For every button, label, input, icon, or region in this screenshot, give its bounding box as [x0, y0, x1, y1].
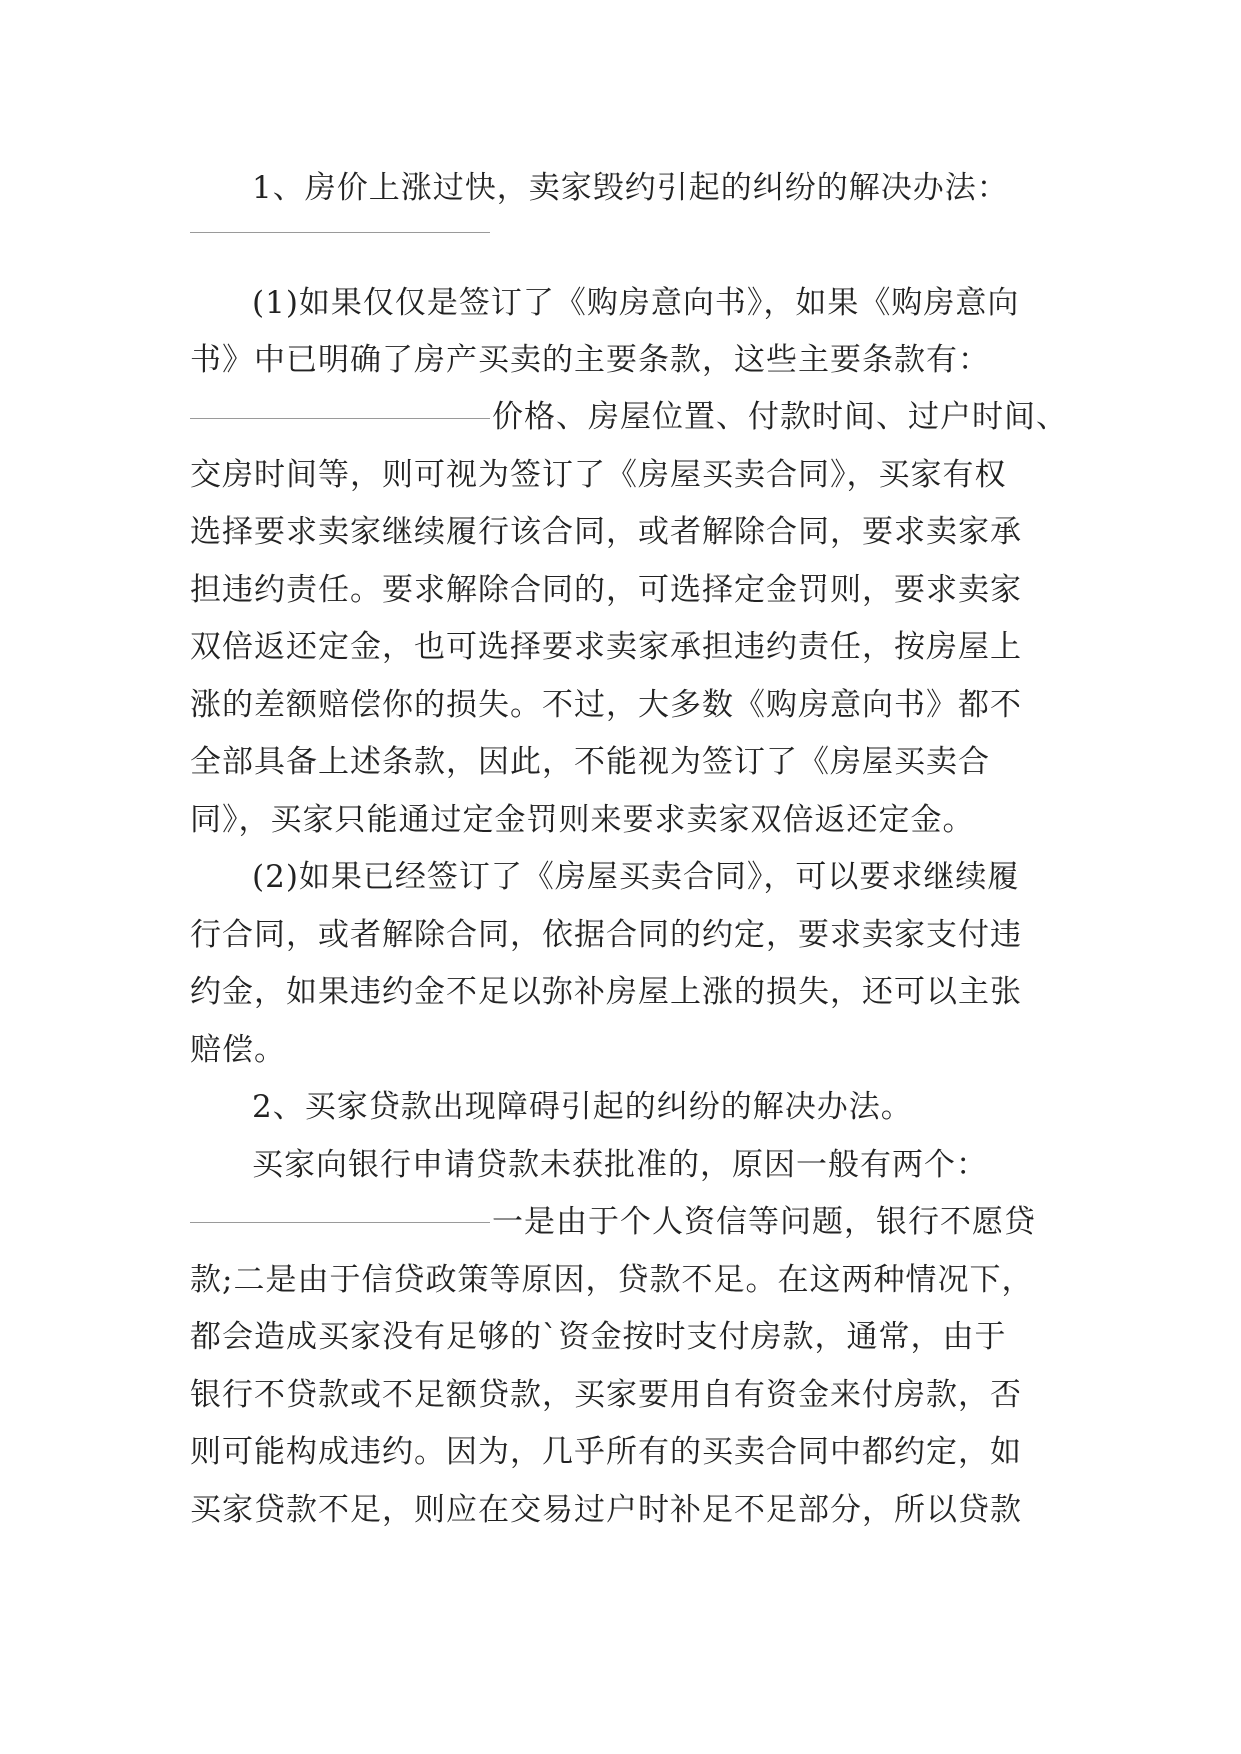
paragraph-line: 交房时间等，则可视为签订了《房屋买卖合同》，买家有权 — [190, 457, 1007, 493]
paragraph-line: 同》，买家只能通过定金罚则来要求卖家双倍返还定金。 — [190, 802, 975, 838]
paragraph-line: 则可能构成违约。因为，几乎所有的买卖合同中都约定，如 — [190, 1434, 1022, 1470]
paragraph-line: 款;二是由于信贷政策等原因，贷款不足。在这两种情况下， — [190, 1262, 1034, 1298]
paragraph-line: (2)如果已经签订了《房屋买卖合同》，可以要求继续履 — [252, 859, 1020, 895]
paragraph-line: 买家贷款不足，则应在交易过户时补足不足部分，所以贷款 — [190, 1492, 1022, 1528]
paragraph-line: 行合同，或者解除合同，依据合同的约定，要求卖家支付违 — [190, 917, 1022, 953]
paragraph-line: 书》中已明确了房产买卖的主要条款，这些主要条款有： — [190, 342, 990, 378]
paragraph-line: 银行不贷款或不足额贷款，买家要用自有资金来付房款，否 — [190, 1377, 1022, 1413]
blank-line — [190, 232, 490, 233]
blank-line — [190, 1222, 490, 1223]
paragraph-line: 担违约责任。要求解除合同的，可选择定金罚则，要求卖家 — [190, 572, 1022, 608]
heading-seller-breach: 1、房价上涨过快，卖家毁约引起的纠纷的解决办法： — [252, 170, 1009, 206]
paragraph-line: 双倍返还定金，也可选择要求卖家承担违约责任，按房屋上 — [190, 629, 1022, 665]
heading-buyer-loan: 2、买家贷款出现障碍引起的纠纷的解决办法。 — [252, 1089, 913, 1125]
paragraph-line: (1)如果仅仅是签订了《购房意向书》，如果《购房意向 — [252, 285, 1020, 321]
paragraph-line: 赔偿。 — [190, 1032, 286, 1068]
paragraph-line: 全部具备上述条款，因此，不能视为签订了《房屋买卖合 — [190, 744, 990, 780]
paragraph-line: 价格、房屋位置、付款时间、过户时间、 — [492, 399, 1068, 435]
paragraph-line: 一是由于个人资信等问题，银行不愿贷 — [492, 1204, 1036, 1240]
paragraph-line: 买家向银行申请贷款未获批准的，原因一般有两个： — [252, 1147, 988, 1183]
paragraph-line: 选择要求卖家继续履行该合同，或者解除合同，要求卖家承 — [190, 514, 1022, 550]
paragraph-line: 都会造成买家没有足够的`资金按时支付房款，通常，由于 — [190, 1319, 1007, 1355]
paragraph-line: 约金，如果违约金不足以弥补房屋上涨的损失，还可以主张 — [190, 974, 1022, 1010]
blank-line — [190, 418, 490, 419]
paragraph-line: 涨的差额赔偿你的损失。不过，大多数《购房意向书》都不 — [190, 687, 1022, 723]
